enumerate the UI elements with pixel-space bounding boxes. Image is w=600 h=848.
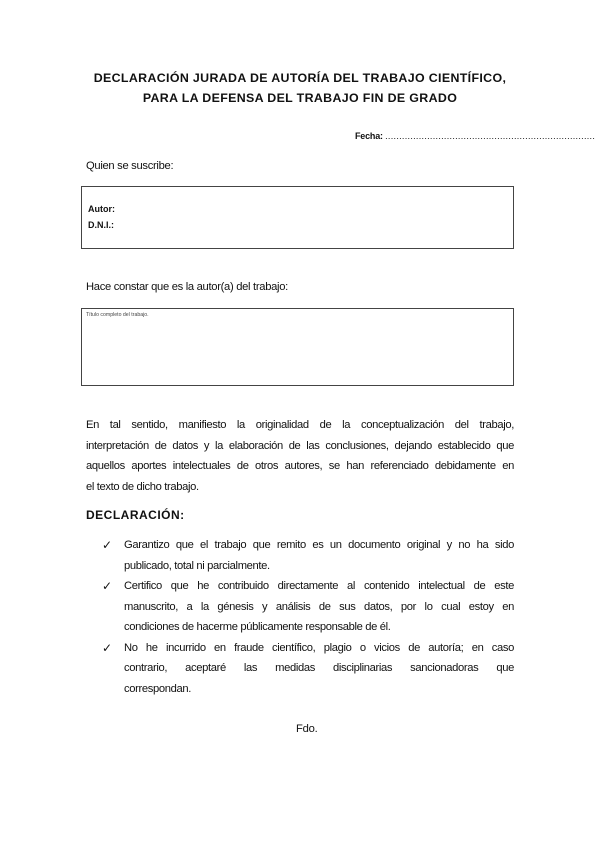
- declaration-line: correspondan.: [124, 682, 191, 695]
- paragraph-line: aquellos aportes intelectuales de otros autores, se han referenciado debidamente en: [86, 460, 514, 472]
- firma-label: Fdo.: [296, 723, 318, 735]
- quien-se-suscribe-label: Quien se suscribe:: [86, 160, 174, 172]
- dni-label: D.N.I.:: [88, 220, 114, 230]
- title-line-2: PARA LA DEFENSA DEL TRABAJO FIN DE GRADO: [142, 91, 458, 105]
- paragraph-line: interpretación de datos y la elaboración de las conclusiones, dejando establecido que: [86, 439, 514, 452]
- title-line-1: DECLARACIÓN JURADA DE AUTORÍA DEL TRABAJO CIENTÍFICO,: [93, 71, 507, 85]
- paragraph-line: el texto de dicho trabajo.: [86, 480, 199, 493]
- autor-label: Autor:: [88, 204, 115, 214]
- author-info-box[interactable]: [81, 186, 514, 249]
- document-title: [60, 68, 540, 108]
- declaration-line: No he incurrido en fraude científico, plagio o vicios de autoría; en caso: [124, 641, 514, 654]
- originality-paragraph: [86, 415, 514, 497]
- declaration-line: Certifico que he contribuido directamente al contenido intelectual de este: [124, 580, 514, 592]
- declaration-line: condiciones de hacerme públicamente responsable de él.: [124, 621, 391, 633]
- declaration-item: [86, 535, 514, 576]
- fecha-field[interactable]: [355, 131, 595, 141]
- declaration-list: [86, 535, 514, 699]
- checkmark-icon: ✓: [102, 640, 113, 655]
- declaration-line: publicado, total ni parcialmente.: [124, 559, 270, 572]
- declaration-line: contrario, aceptaré las medidas disciplinarias sancionadoras que: [124, 662, 514, 674]
- checkmark-icon: ✓: [102, 579, 113, 593]
- titulo-placeholder: Título completo del trabajo.: [86, 312, 149, 318]
- declaration-line: Garantizo que el trabajo que remito es un documento original y no ha sido: [124, 539, 514, 551]
- declaracion-heading: DECLARACIÓN:: [86, 508, 185, 522]
- hace-constar-label: Hace constar que es la autor(a) del trabajo:: [86, 281, 288, 293]
- fecha-label: Fecha:: [355, 131, 383, 141]
- checkmark-icon: ✓: [102, 538, 113, 552]
- declaration-line: manuscrito, a la génesis y análisis de sus datos, por lo cual estoy en: [124, 600, 514, 613]
- declaration-item: [86, 576, 514, 638]
- paragraph-line: En tal sentido, manifiesto la originalidad de la conceptualización del trabajo,: [86, 419, 514, 431]
- fecha-dotted-line: ...........................................................................: [385, 131, 596, 141]
- titulo-trabajo-box[interactable]: [81, 308, 514, 386]
- declaration-item: [86, 638, 514, 700]
